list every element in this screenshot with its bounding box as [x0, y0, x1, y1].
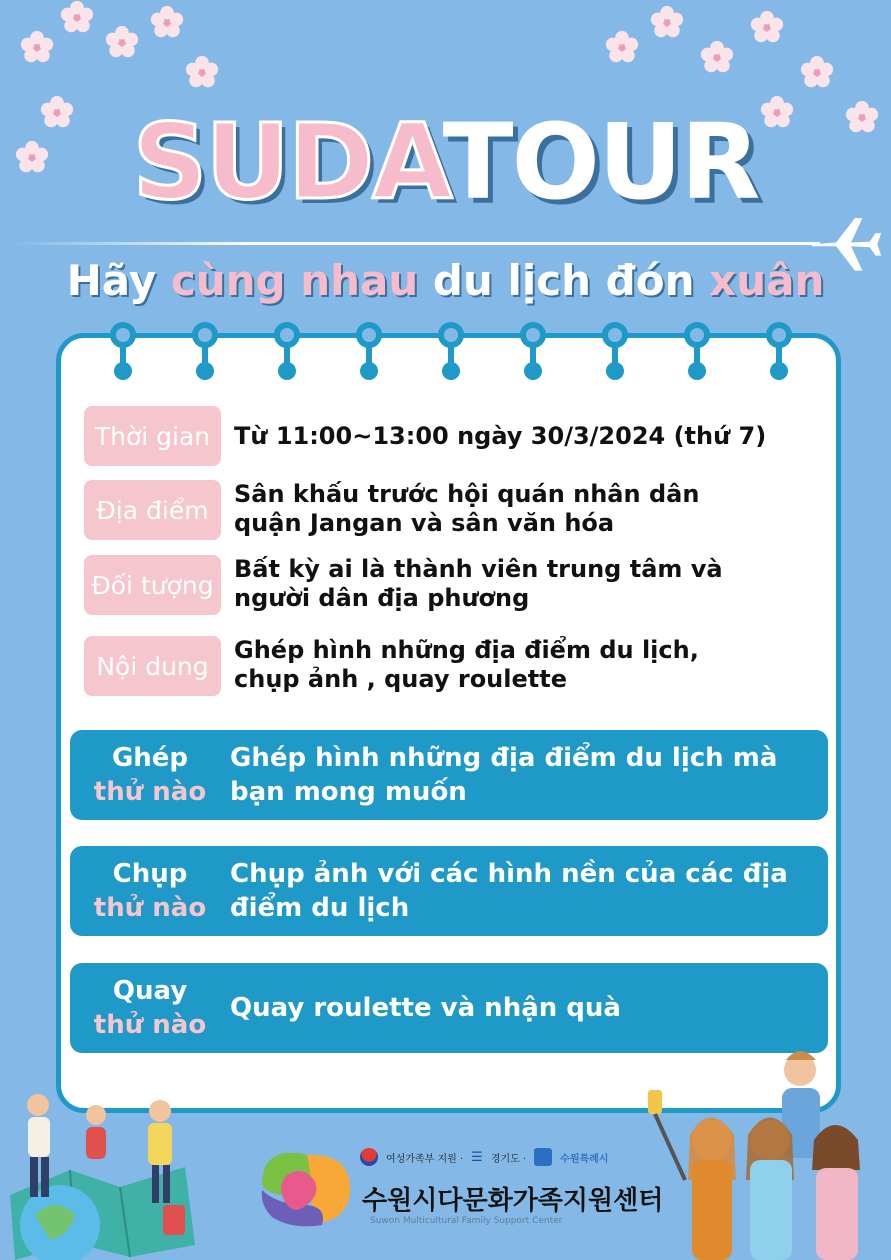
binder-ring [192, 322, 218, 372]
activity-description: Quay roulette và nhận quà [230, 993, 621, 1023]
binder-ring [274, 322, 300, 372]
info-text: Ghép hình những địa điểm du lịch, chụp ảnh , quay roulette [234, 636, 699, 693]
activity-title: Quay [112, 976, 188, 1006]
friends-selfie-illustration [640, 1030, 891, 1260]
info-row-content [84, 636, 804, 696]
cherry-blossom-icon [60, 0, 94, 34]
info-row-location [84, 480, 804, 540]
sponsor-ministry: 여성가족부 지원 · [386, 1153, 464, 1165]
sponsor-suwon: 수원특례시 [560, 1153, 609, 1165]
center-subtitle: Suwon Multicultural Family Support Center [370, 1216, 563, 1226]
cherry-blossom-icon [185, 55, 219, 89]
activity-tag: thử nào [93, 777, 207, 807]
subtitle-part: du lịch đón [418, 256, 710, 305]
activity-tag: thử nào [93, 1010, 207, 1040]
event-subtitle [0, 258, 891, 304]
flight-trail [10, 242, 820, 245]
binder-ring [356, 322, 382, 372]
sponsor-gyeonggi: 경기도 · [490, 1153, 527, 1165]
cherry-blossom-icon [150, 5, 184, 39]
subtitle-part: cùng nhau [170, 256, 419, 305]
center-name: 수원시다문화가족지원센터 [362, 1186, 664, 1216]
info-label: Nội dung [84, 636, 221, 696]
activity-title: Ghép [111, 743, 189, 773]
info-text: Sân khấu trước hội quán nhân dân quận Jangan và sân văn hóa [234, 480, 700, 537]
binder-ring [602, 322, 628, 372]
suwon-logo-icon [534, 1148, 552, 1166]
cherry-blossom-icon [20, 30, 54, 64]
info-label: Thời gian [84, 406, 221, 466]
cherry-blossom-icon [800, 55, 834, 89]
korea-emblem-icon [360, 1148, 378, 1166]
binder-ring [684, 322, 710, 372]
activity-puzzle [70, 730, 828, 820]
activity-description: Ghép hình những địa điểm du lịch mà bạn mong muốn [230, 743, 778, 807]
info-text: Từ 11:00~13:00 ngày 30/3/2024 (thứ 7) [234, 422, 767, 450]
cherry-blossom-icon [105, 25, 139, 59]
travelers-illustration [0, 1075, 200, 1260]
binder-ring [110, 322, 136, 372]
activity-description: Chụp ảnh với các hình nền của các địa điểm du lịch [230, 859, 788, 923]
info-row-time [84, 406, 804, 466]
activity-title: Chụp [112, 859, 188, 889]
cherry-blossom-icon [650, 5, 684, 39]
cherry-blossom-icon [605, 30, 639, 64]
activity-photo [70, 846, 828, 936]
title-part-suda: SUDA [132, 101, 443, 223]
center-logo-icon [252, 1145, 357, 1230]
cherry-blossom-icon [700, 40, 734, 74]
info-row-target [84, 555, 804, 615]
sponsor-logos [360, 1145, 660, 1169]
info-label: Địa điểm [84, 480, 221, 540]
binder-ring [766, 322, 792, 372]
activity-name [70, 846, 230, 936]
binder-ring [520, 322, 546, 372]
cherry-blossom-icon [750, 10, 784, 44]
event-title [0, 101, 891, 223]
activity-name [70, 730, 230, 820]
info-text: Bất kỳ ai là thành viên trung tâm và người dân địa phương [234, 555, 723, 612]
subtitle-part: xuân [709, 256, 825, 305]
info-label: Đối tượng [84, 555, 221, 615]
gyeonggi-logo-icon: ☰ [471, 1149, 483, 1165]
activity-name [70, 963, 230, 1053]
activity-tag: thử nào [93, 893, 207, 923]
subtitle-part: Hãy [66, 256, 171, 305]
title-part-tour: TOUR [442, 101, 759, 223]
binder-ring [438, 322, 464, 372]
